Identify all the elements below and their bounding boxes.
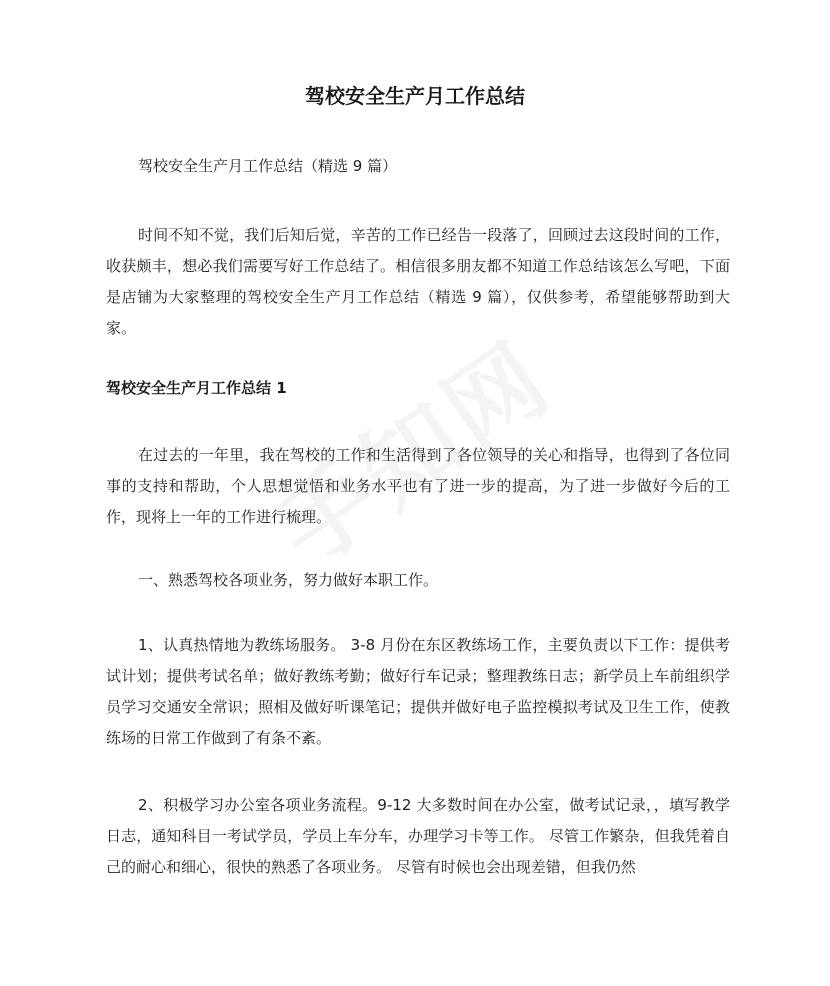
document-subtitle: 驾校安全生产月工作总结（精选 9 篇） xyxy=(138,157,398,175)
body-paragraph: 2、积极学习办公室各项业务流程。9-12 大多数时间在办公室，做考试记录，，填写教学日志，通知科目一考试学员，学员上车分车，办理学习卡等工作。 尽管工作繁杂，但我凭着自己的耐心和细心，很快的熟悉了各项业务。 尽管有时候也会出现差错，但我仍然 xyxy=(106,796,730,876)
section-heading: 驾校安全生产月工作总结 1 xyxy=(106,379,287,397)
body-paragraph: 一、熟悉驾校各项业务，努力做好本职工作。 xyxy=(138,571,439,589)
body-paragraph: 1、认真热情地为教练场服务。 3-8 月份在东区教练场工作，主要负责以下工作：提供考试计划；提供考试名单；做好教练考勤；做好行车记录；整理教练日志；新学员上车前组织学员学习交通安全常识；照相及做好听课笔记；提供并做好电子监控模拟考试及卫生工作，使教练场的日常工作做到了有条不紊。 xyxy=(106,636,730,747)
intro-paragraph: 时间不知不觉，我们后知后觉，辛苦的工作已经告一段落了，回顾过去这段时间的工作，收获颇丰，想必我们需要写好工作总结了。相信很多朋友都不知道工作总结该怎么写吧，下面是店铺为大家整理的驾校安全生产月工作总结（精选 9 篇），仅供参考，希望能够帮助到大家。 xyxy=(106,226,730,337)
body-paragraph: 在过去的一年里，我在驾校的工作和生活得到了各位领导的关心和指导，也得到了各位同事的支持和帮助，个人思想觉悟和业务水平也有了进一步的提高，为了进一步做好今后的工作，现将上一年的工作进行梳理。 xyxy=(106,446,730,526)
document-title: 驾校安全生产月工作总结 xyxy=(305,84,525,108)
